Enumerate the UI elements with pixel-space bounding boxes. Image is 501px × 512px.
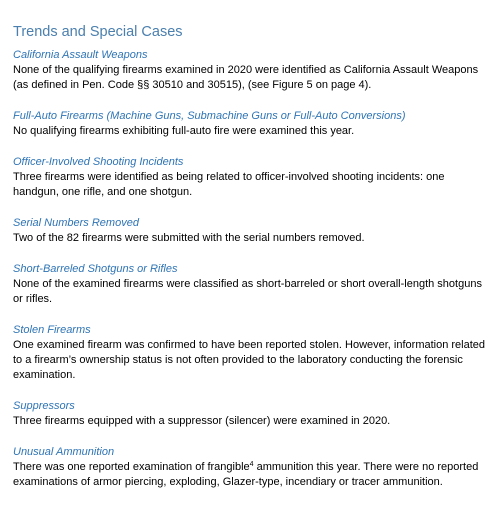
entry-body xyxy=(13,460,487,490)
entry-body: Three firearms equipped with a suppressor (silencer) were examined in 2020. xyxy=(13,415,391,427)
entry-heading: Unusual Ammunition xyxy=(13,446,115,458)
body-text-before: There was one reported examination of frangible xyxy=(13,461,250,473)
entry-serial-numbers-removed xyxy=(13,216,487,246)
entry-body: None of the qualifying firearms examined in 2020 were identified as California Assault Weapons (as defined in Pen. Code §§ 30510 and 30515), (see Figure 5 on page 4). xyxy=(13,64,479,91)
entry-body: Two of the 82 firearms were submitted with the serial numbers removed. xyxy=(13,232,365,244)
entry-body: None of the examined firearms were classified as short-barreled or short overall-length shotguns or rifles. xyxy=(13,278,482,305)
entry-heading: Officer-Involved Shooting Incidents xyxy=(13,156,184,168)
entry-body: Three firearms were identified as being related to officer-involved shooting incidents: one handgun, one rifle, and one shotgun. xyxy=(13,171,445,198)
entry-full-auto-firearms xyxy=(13,109,487,139)
entry-short-barreled xyxy=(13,262,487,307)
entry-california-assault-weapons xyxy=(13,48,487,93)
entry-heading: Serial Numbers Removed xyxy=(13,217,139,229)
entry-body: No qualifying firearms exhibiting full-auto fire were examined this year. xyxy=(13,125,355,137)
body-text-after: ammunition this year. There were no reported examinations of armor piercing, exploding, Glazer-type, incendiary or tracer ammunition. xyxy=(13,461,479,488)
entry-heading: Suppressors xyxy=(13,400,75,412)
entry-officer-involved-shooting xyxy=(13,155,487,200)
section-title: Trends and Special Cases xyxy=(13,24,183,40)
entry-heading: Short-Barreled Shotguns or Rifles xyxy=(13,263,178,275)
footnote-ref: 4 xyxy=(249,461,254,468)
entry-unusual-ammunition xyxy=(13,445,487,490)
entry-stolen-firearms xyxy=(13,323,487,383)
entry-heading: Full-Auto Firearms (Machine Guns, Submachine Guns or Full-Auto Conversions) xyxy=(13,110,406,122)
entry-body: One examined firearm was confirmed to have been reported stolen. However, information related to a firearm’s ownership status is not often provided to the laboratory conducting the forensic examination. xyxy=(13,339,486,381)
entry-suppressors xyxy=(13,399,487,429)
entry-heading: Stolen Firearms xyxy=(13,324,91,336)
entry-heading: California Assault Weapons xyxy=(13,49,148,61)
